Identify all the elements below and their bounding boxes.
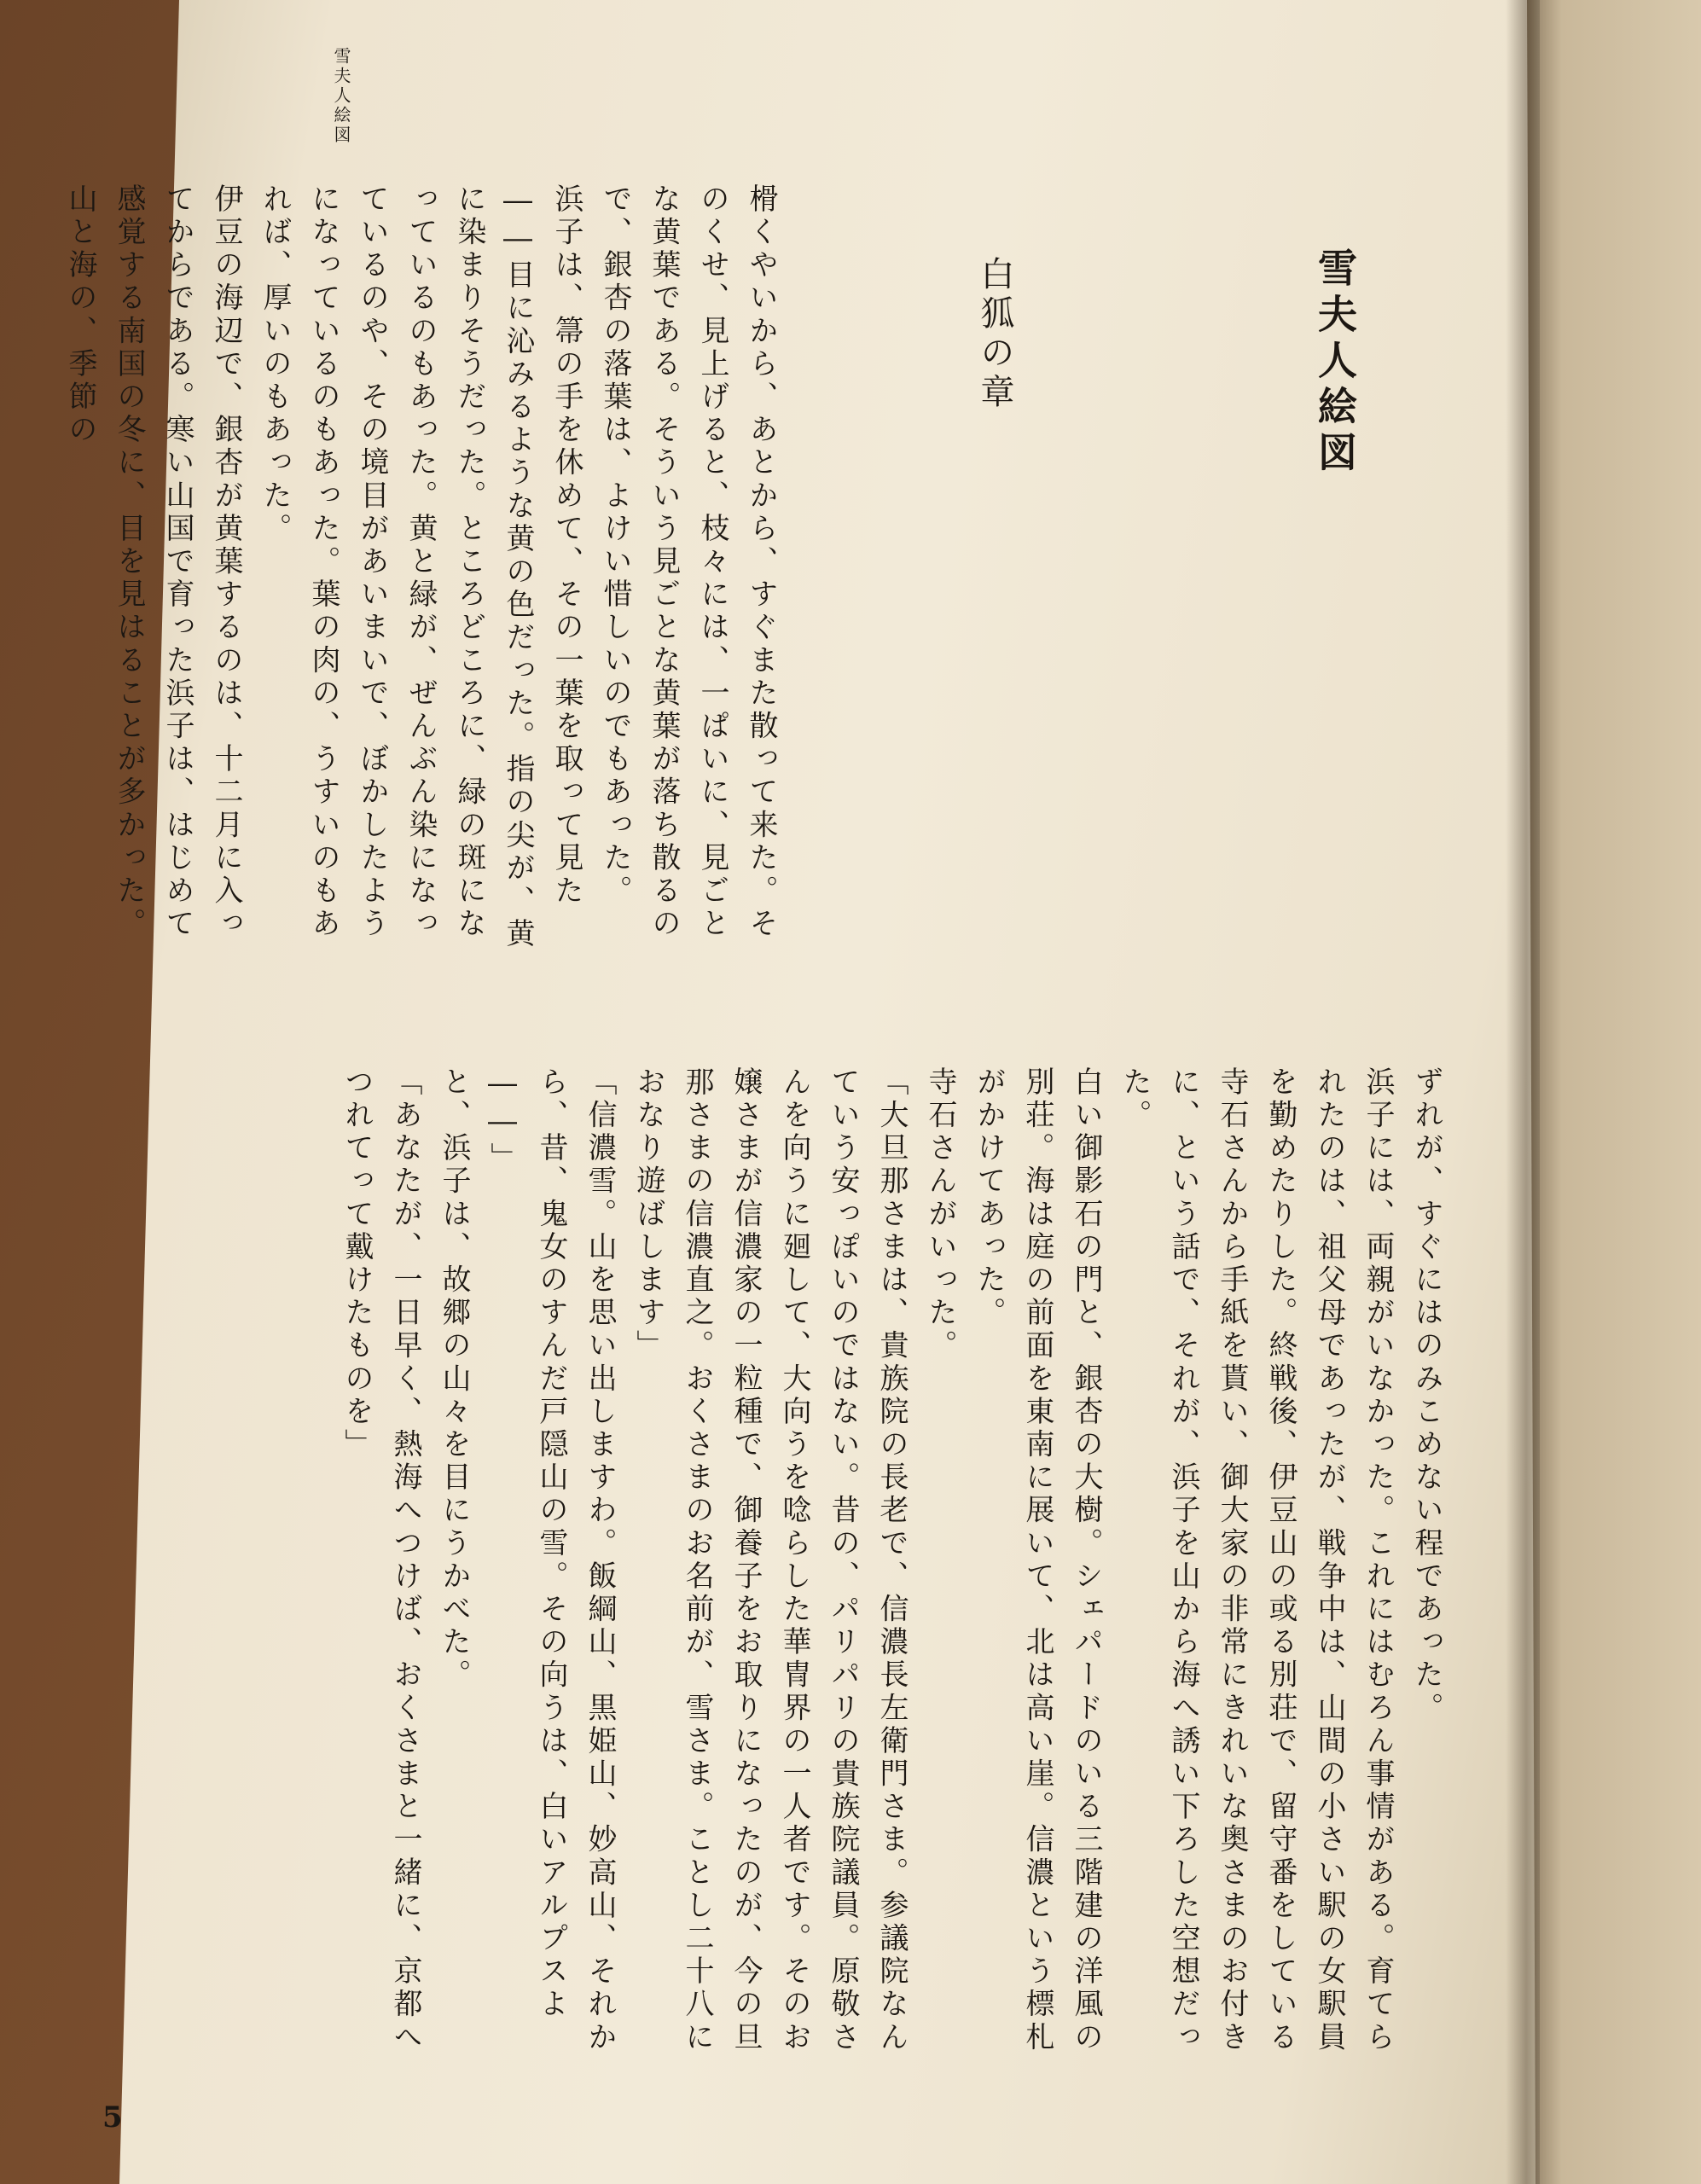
paragraph: 「大旦那さまは、貴族院の長老で、信濃長左衛門さま。参議院なんていう安っぽいのではない。昔の、パリパリの貴族院議員。原敬さんを向うに廻して、大向うを唸らした華冑界の一人者です。そのお嬢さまが信濃家の一粒種で、御養子をお取りになったのが、今の旦那さまの信濃直之。おくさまのお名前が、雪さま。ことし二十八におなり遊ばします」: [631, 1066, 909, 2054]
paragraph: 寺石さんがいった。: [923, 1066, 957, 1363]
paragraph: 榾くやいから、あとから、すぐまた散って来た。そのくせ、見上げると、枝々には、一ぱいに、見ごとな黄葉である。そういう見ごとな黄葉が落ち散るので、銀杏の落葉は、よけい惜しいのでもあった。: [598, 183, 778, 941]
book-title: 雪夫人絵図: [1312, 247, 1358, 478]
paragraph: 伊豆の海辺で、銀杏が黄葉するのは、十二月に入ってからである。寒い山国で育った浜子は、はじめて感覚する南国の冬に、目を見はることが多かった。山と海の、季節の: [63, 183, 243, 941]
paragraph: ずれが、すぐにはのみこめない程であった。: [1409, 1066, 1443, 1725]
running-header: 雪夫人絵図: [331, 47, 351, 145]
chapter-title: 白狐の章: [975, 256, 1014, 413]
paragraph: 「あなたが、一日早く、熱海へつけば、おくさまと一緒に、京都へつれてって戴けたものを」: [340, 1066, 422, 2054]
paragraph: 浜子には、両親がいなかった。これにはむろん事情がある。育てられたのは、祖父母であったが、戦争中は、山間の小さい駅の女駅員を勤めたりした。終戦後、伊豆山の或る別荘で、留守番をしている寺石さんから手紙を貰い、御大家の非常にきれいな奥さまのお付きに、という話で、それが、浜子を山から海へ誘い下ろした空想だった。: [1118, 1066, 1395, 2054]
page-number: 5: [102, 2100, 123, 2135]
book-gutter-shadow: [1506, 0, 1540, 2184]
paragraph: と、浜子は、故郷の山々を目にうかべた。: [437, 1066, 471, 1693]
paragraph: 浜子は、箒の手を休めて、その一葉を取って見た――目に沁みるような黄の色だった。指の尖が、黄に染まりそうだった。ところどころに、緑の斑になっているのもあった。黄と緑が、ぜんぶん染になっているのや、その境目があいまいで、ぼかしたようになっているのもあった。葉の肉の、うすいのもあれば、厚いのもあった。: [258, 183, 583, 951]
upper-text-block: [63, 183, 785, 951]
lower-text-block: [171, 1066, 1450, 2082]
paragraph: 「信濃雪。山を思い出しますわ。飯綱山、黒姫山、妙高山、それから、昔、鬼女のすんだ戸隠山の雪。その向うは、白いアルプスよ――」: [485, 1066, 617, 2054]
paragraph: 白い御影石の門と、銀杏の大樹。シェパードのいる三階建の洋風の別荘。海は庭の前面を東南に展いて、北は高い崖。信濃という標札がかけてあった。: [972, 1066, 1103, 2054]
facing-page-edge: [1527, 0, 1701, 2184]
